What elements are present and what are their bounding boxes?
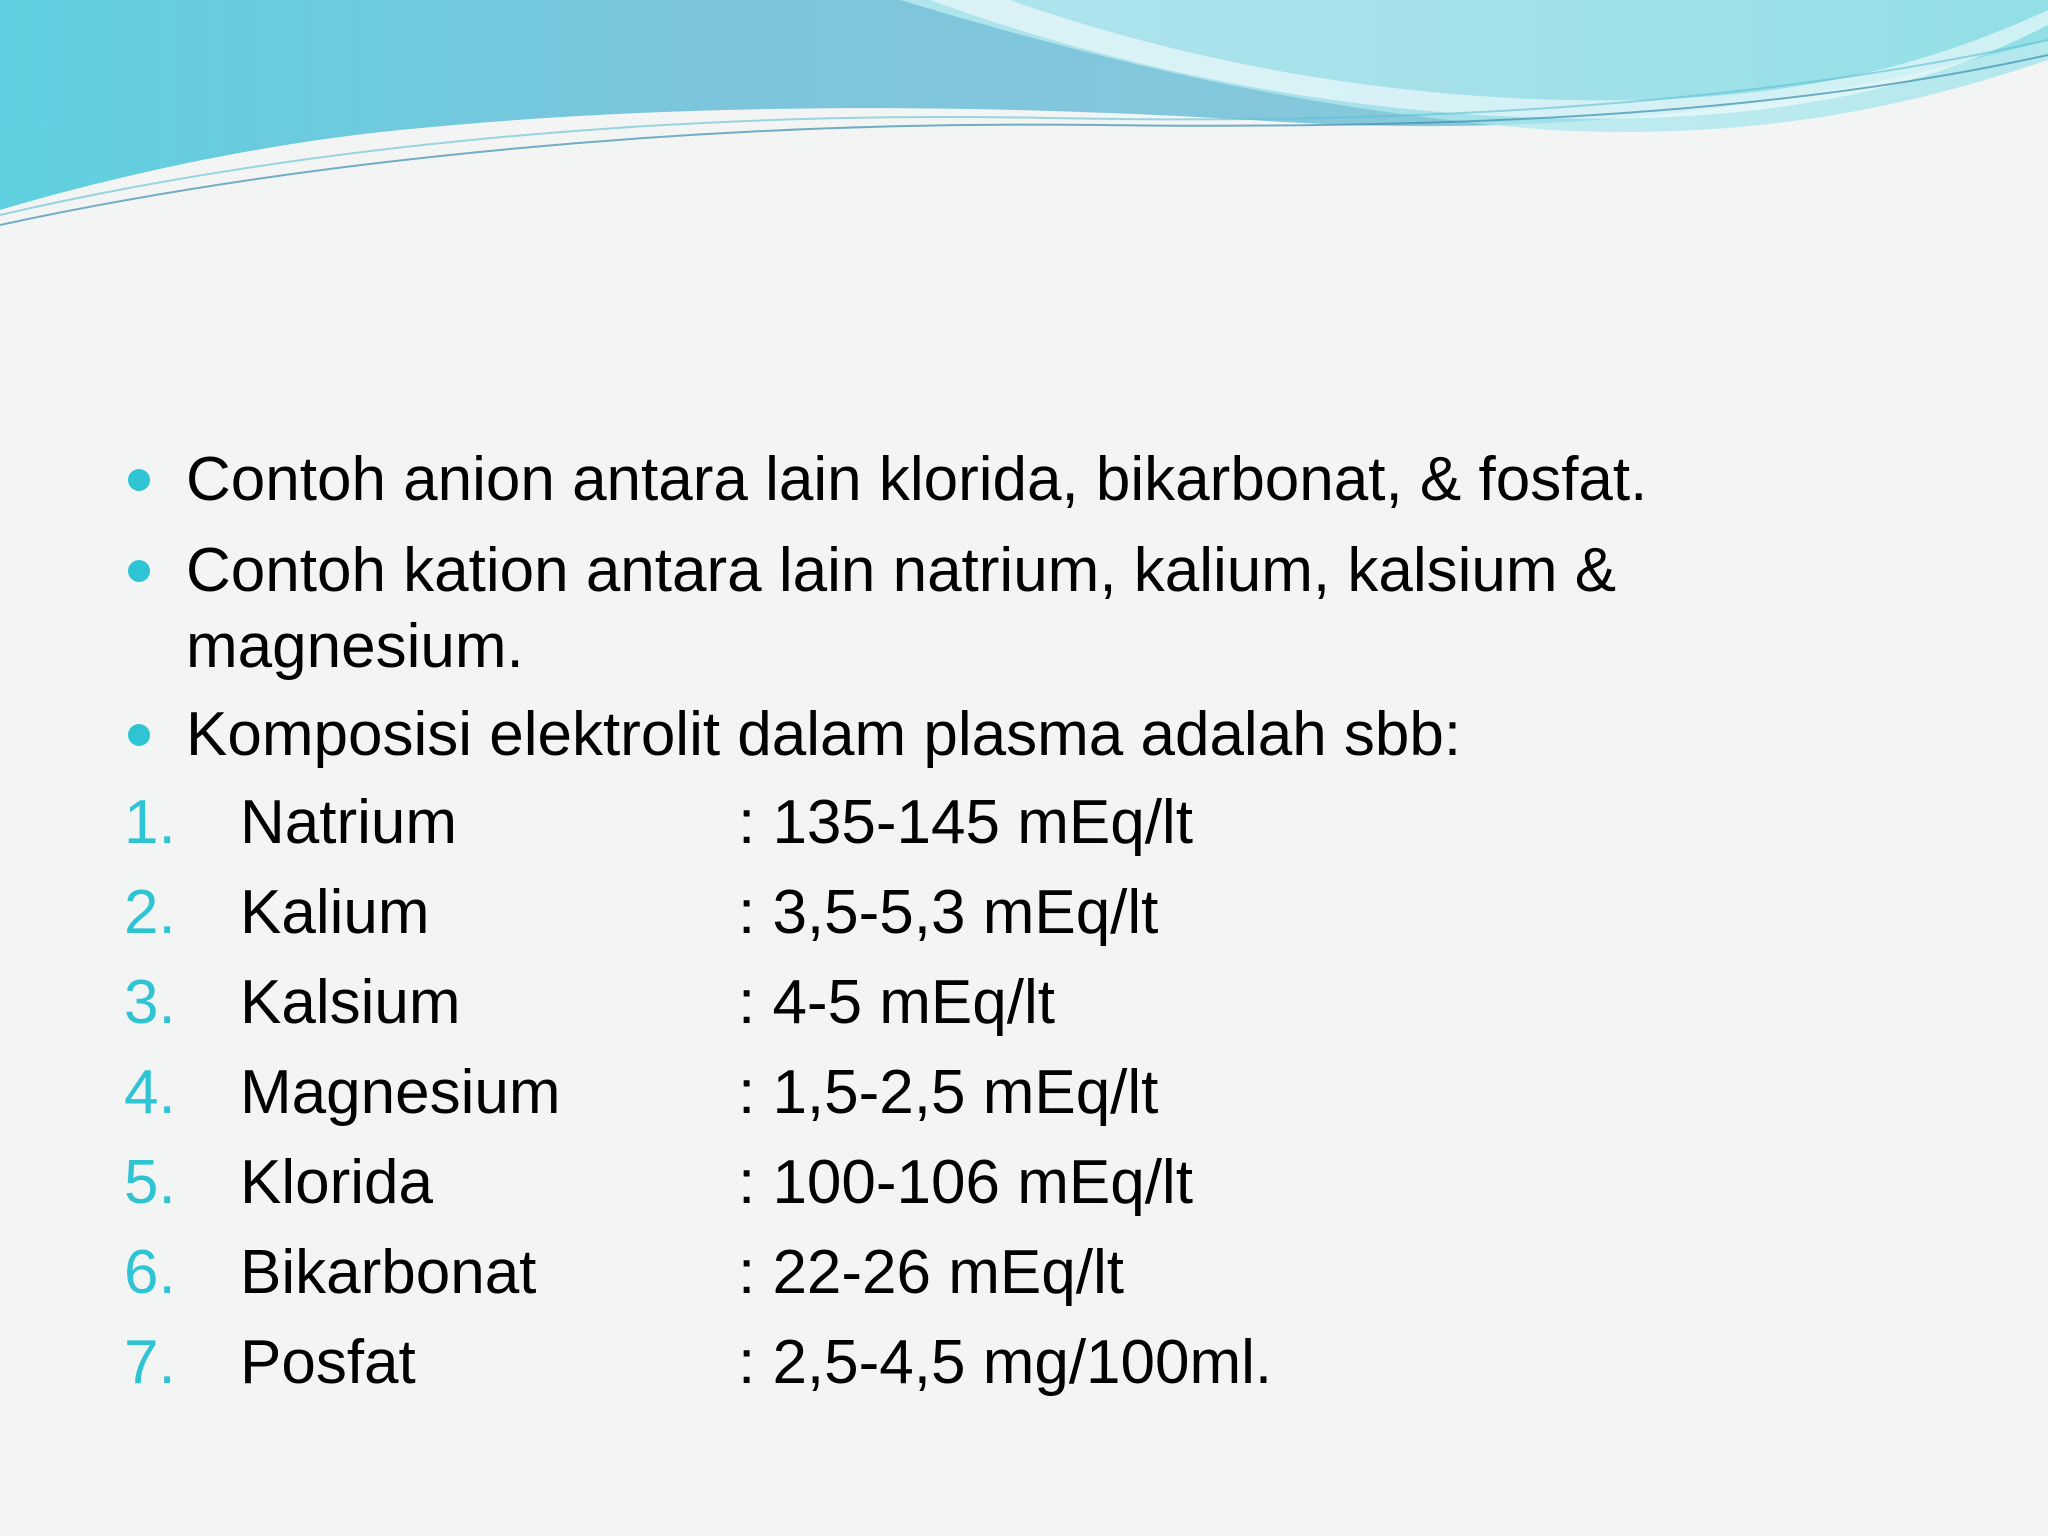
header-wave-decoration: [0, 0, 2048, 240]
bullet-item-komposisi: Komposisi elektrolit dalam plasma adalah sbb:: [186, 700, 1462, 769]
list-item: [0, 958, 2048, 1048]
electrolyte-value: : 22-26 mEq/lt: [738, 1238, 1124, 1307]
list-item: [0, 778, 2048, 868]
electrolyte-value: : 100-106 mEq/lt: [738, 1148, 1193, 1217]
bullet-dot-icon: [128, 724, 150, 746]
electrolyte-name: Posfat: [240, 1328, 416, 1397]
electrolyte-name: Kalsium: [240, 968, 461, 1037]
list-item: [0, 868, 2048, 958]
list-number: 7.: [124, 1328, 176, 1397]
list-number: 2.: [124, 878, 176, 947]
list-number: 6.: [124, 1238, 176, 1307]
electrolyte-name: Bikarbonat: [240, 1238, 537, 1307]
bullet-dot-icon: [128, 469, 150, 491]
list-item: [0, 1318, 2048, 1408]
list-number: 1.: [124, 788, 176, 857]
electrolyte-name: Natrium: [240, 788, 458, 857]
electrolyte-name: Klorida: [240, 1148, 433, 1217]
list-number: 4.: [124, 1058, 176, 1127]
list-item: [0, 1228, 2048, 1318]
electrolyte-name: Magnesium: [240, 1058, 561, 1127]
list-item: [0, 1138, 2048, 1228]
electrolyte-value: : 4-5 mEq/lt: [738, 968, 1055, 1037]
electrolyte-value: : 1,5-2,5 mEq/lt: [738, 1058, 1159, 1127]
bullet-dot-icon: [128, 560, 150, 582]
bullet-item-anion: Contoh anion antara lain klorida, bikarbonat, & fosfat.: [186, 445, 1648, 514]
list-number: 3.: [124, 968, 176, 1037]
list-item: [0, 1048, 2048, 1138]
electrolyte-value: : 135-145 mEq/lt: [738, 788, 1193, 857]
electrolyte-value: : 2,5-4,5 mg/100ml.: [738, 1328, 1273, 1397]
electrolyte-value: : 3,5-5,3 mEq/lt: [738, 878, 1159, 947]
list-number: 5.: [124, 1148, 176, 1217]
bullet-item-kation: Contoh kation antara lain natrium, kalium, kalsium & magnesium.: [186, 536, 1617, 681]
electrolyte-name: Kalium: [240, 878, 430, 947]
